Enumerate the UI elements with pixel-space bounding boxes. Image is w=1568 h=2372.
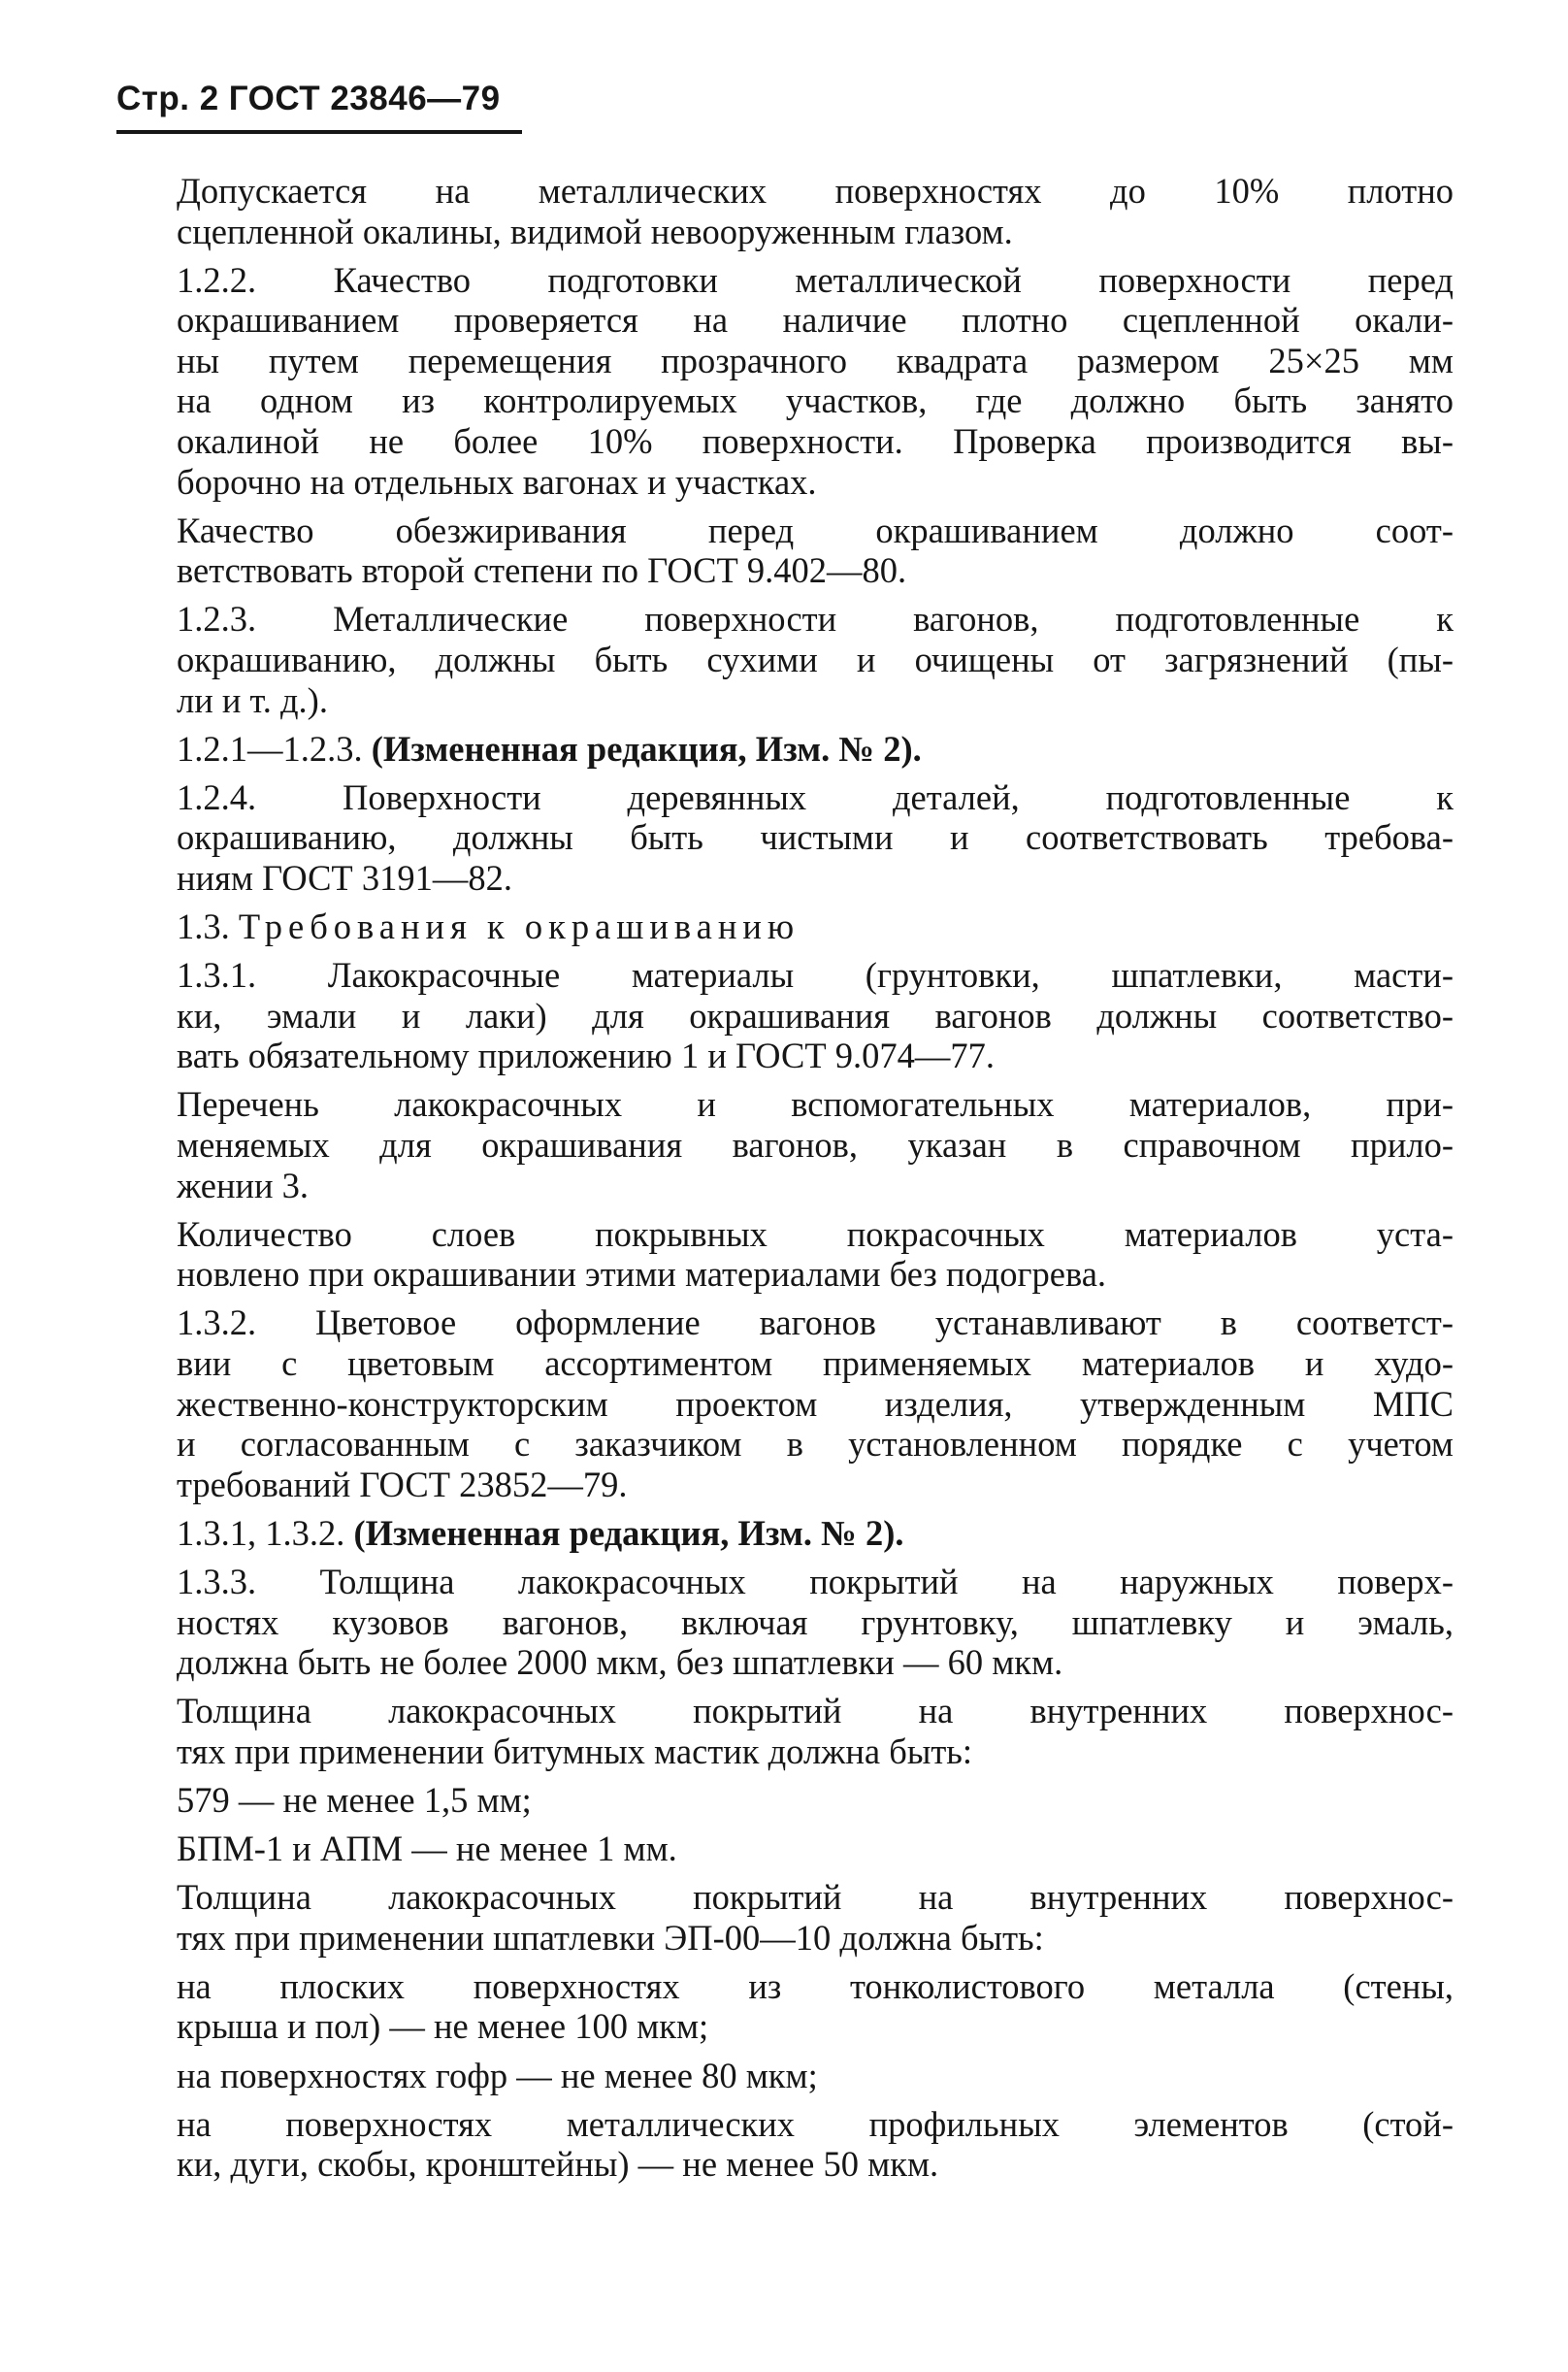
text-line: ли и т. д.). — [177, 679, 328, 720]
text-line: новлено при окрашивании этими материалами без подогрева. — [177, 1254, 1107, 1295]
page-label: Стр. 2 — [116, 80, 219, 117]
clause-1-3-2 — [120, 1302, 1454, 1504]
text-line: жественно-конструкторским проектом изделия, утвержденным МПС — [177, 1383, 1454, 1424]
list-item-profile-elements — [120, 2104, 1454, 2185]
text-line: окрашиванию, должны быть сухими и очищены от загрязнений (пы- — [177, 640, 1454, 680]
section-heading-1-3 — [120, 906, 1454, 947]
paragraph-layer-count — [120, 1214, 1454, 1295]
text-line: 1.3.1. Лакокрасочные материалы (грунтовки, шпатлевки, масти- — [177, 955, 1454, 996]
amendment-text: (Измененная редакция, Изм. № 2). — [371, 728, 922, 769]
clause-1-3-1 — [120, 955, 1454, 1076]
list-item-579 — [120, 1780, 1454, 1821]
text-line: ны путем перемещения прозрачного квадрата размером 25×25 мм — [177, 340, 1454, 380]
text-line: ки, дуги, скобы, кронштейны) — не менее 50 мкм. — [177, 2144, 939, 2185]
document-body — [120, 171, 1454, 2192]
clause-1-2-2 — [120, 260, 1454, 503]
amendment-ref: 1.2.1—1.2.3. — [177, 728, 363, 769]
header-rule — [116, 130, 522, 134]
text-line: БПМ-1 и АПМ — не менее 1 мм. — [177, 1828, 677, 1869]
text-line: ветствовать второй степени по ГОСТ 9.402—80. — [177, 550, 907, 591]
text-line: Толщина лакокрасочных покрытий на внутренних поверхнос- — [177, 1877, 1454, 1918]
text-line: Толщина лакокрасочных покрытий на внутренних поверхнос- — [177, 1691, 1454, 1731]
text-line: на одном из контролируемых участков, где должно быть занято — [177, 380, 1454, 421]
text-line: Количество слоев покрывных покрасочных материалов уста- — [177, 1213, 1454, 1254]
text-line: тях при применении битумных мастик должна быть: — [177, 1730, 973, 1771]
text-line: на плоских поверхностях из тонколистового металла (стены, — [177, 1965, 1454, 2006]
text-line: вать обязательному приложению 1 и ГОСТ 9.074—77. — [177, 1036, 995, 1076]
text-line: должна быть не более 2000 мкм, без шпатлевки — 60 мкм. — [177, 1642, 1063, 1683]
text-line: крыша и пол) — не менее 100 мкм; — [177, 2006, 709, 2047]
list-item-flat-surfaces — [120, 1966, 1454, 2047]
text-line: ки, эмали и лаки) для окрашивания вагонов должны соответство- — [177, 995, 1454, 1036]
section-title: Требования к окрашиванию — [238, 906, 800, 947]
amendment-note-2 — [120, 1513, 1454, 1554]
paragraph-bitumen-thickness — [120, 1691, 1454, 1771]
text-line: меняемых для окрашивания вагонов, указан в справочном прило- — [177, 1125, 1454, 1166]
text-line: Качество обезжиривания перед окрашиванием должно соот- — [177, 510, 1454, 550]
page-header — [116, 80, 501, 118]
text-line: на поверхностях металлических профильных элементов (стой- — [177, 2103, 1454, 2144]
clause-1-2-3 — [120, 599, 1454, 720]
amendment-text: (Измененная редакция, Изм. № 2). — [353, 1512, 904, 1553]
standard-number: ГОСТ 23846—79 — [228, 80, 501, 117]
clause-1-3-3 — [120, 1562, 1454, 1683]
text-line: ниям ГОСТ 3191—82. — [177, 858, 512, 898]
text-line: вии с цветовым ассортиментом применяемых материалов и худо- — [177, 1343, 1454, 1384]
text-line: 1.2.4. Поверхности деревянных деталей, подготовленные к — [177, 776, 1454, 817]
paragraph-scale-allowance — [120, 171, 1454, 251]
text-line: окалиной не более 10% поверхности. Проверка производится вы- — [177, 421, 1454, 462]
amendment-ref: 1.3.1, 1.3.2. — [177, 1512, 345, 1553]
text-line: 1.2.2. Качество подготовки металлической поверхности перед — [177, 259, 1454, 300]
paragraph-materials-list — [120, 1084, 1454, 1205]
text-line: 1.2.3. Металлические поверхности вагонов, подготовленные к — [177, 599, 1454, 640]
text-line: тях при применении шпатлевки ЭП-00—10 должна быть: — [177, 1917, 1044, 1958]
text-line: 1.3.3. Толщина лакокрасочных покрытий на наружных поверх- — [177, 1562, 1454, 1601]
amendment-note-1 — [120, 729, 1454, 770]
text-line: окрашиванию, должны быть чистыми и соответствовать требова- — [177, 817, 1454, 858]
text-line: окрашиванием проверяется на наличие плотно сцепленной окали- — [177, 300, 1454, 341]
text-line: требований ГОСТ 23852—79. — [177, 1464, 628, 1504]
text-line: 579 — не менее 1,5 мм; — [177, 1779, 532, 1820]
text-line: жении 3. — [177, 1165, 310, 1205]
list-item-bpm — [120, 1828, 1454, 1869]
text-line: сцепленной окалины, видимой невооруженным глазом. — [177, 211, 1013, 251]
paragraph-degreasing — [120, 511, 1454, 591]
text-line: на поверхностях гофр — не менее 80 мкм; — [177, 2055, 818, 2095]
text-line: и согласованным с заказчиком в установленном порядке с учетом — [177, 1424, 1454, 1465]
text-line: ностях кузовов вагонов, включая грунтовку, шпатлевку и эмаль, — [177, 1601, 1454, 1642]
text-line: борочно на отдельных вагонах и участках. — [177, 461, 817, 502]
text-line: Допускается на металлических поверхностях до 10% плотно — [177, 171, 1454, 211]
paragraph-putty-thickness — [120, 1877, 1454, 1958]
text-line: 1.3.2. Цветовое оформление вагонов устанавливают в соответст- — [177, 1302, 1454, 1343]
section-number: 1.3. — [177, 906, 230, 947]
list-item-corrugated — [120, 2056, 1454, 2096]
text-line: Перечень лакокрасочных и вспомогательных материалов, при- — [177, 1084, 1454, 1125]
clause-1-2-4 — [120, 777, 1454, 899]
